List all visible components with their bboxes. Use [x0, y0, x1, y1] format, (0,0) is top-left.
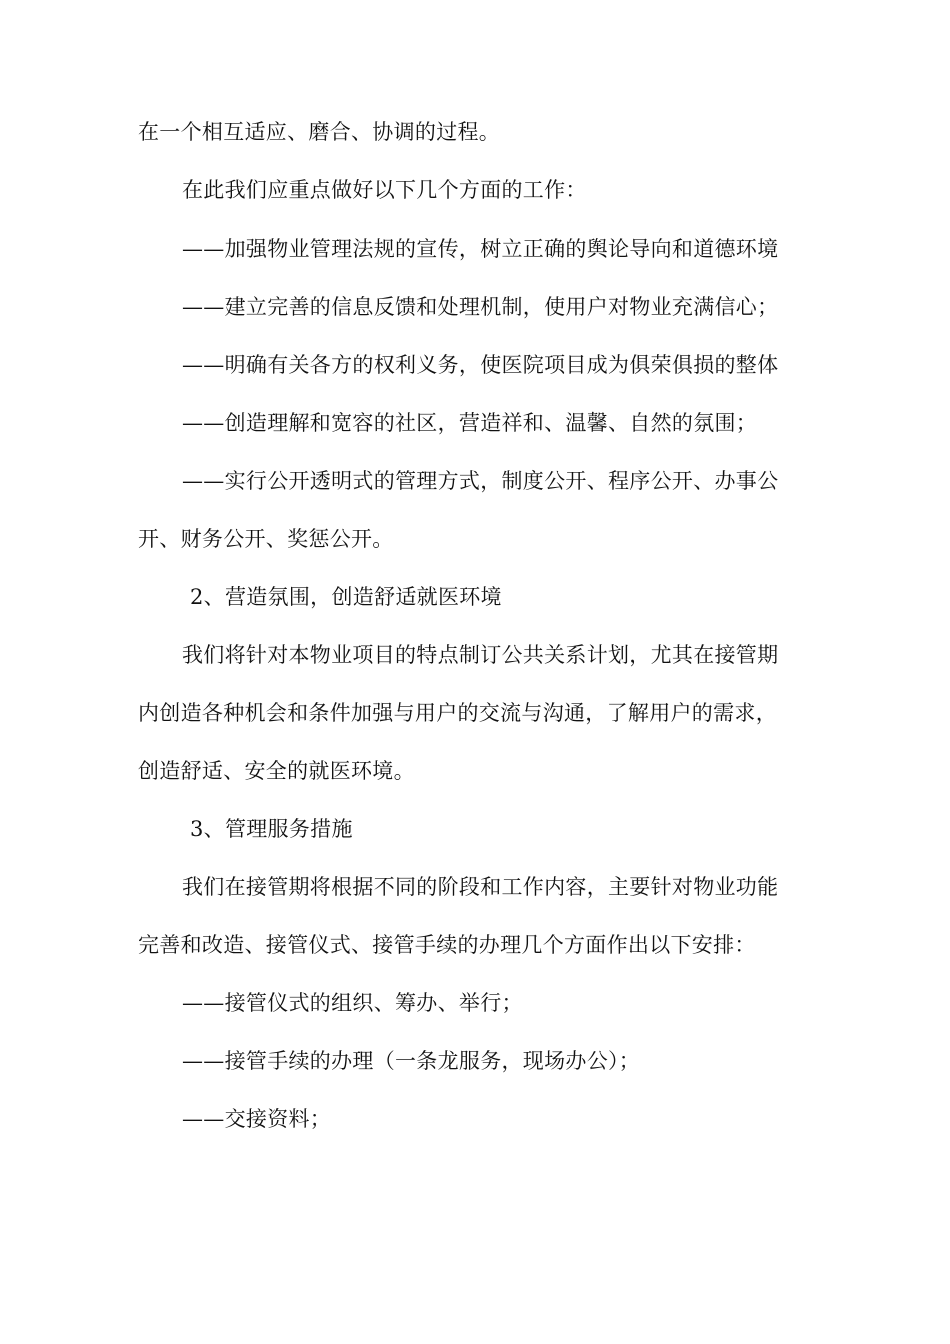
list-item: ——建立完善的信息反馈和处理机制，使用户对物业充满信心； [182, 295, 779, 319]
paragraph-line: 我们在接管期将根据不同的阶段和工作内容，主要针对物业功能 [182, 875, 779, 899]
section-heading: 3、管理服务措施 [190, 817, 353, 841]
list-item: ——交接资料； [182, 1107, 332, 1131]
list-item: ——实行公开透明式的管理方式，制度公开、程序公开、办事公 [182, 469, 779, 493]
list-item: ——明确有关各方的权利义务，使医院项目成为俱荣俱损的整体 [182, 353, 779, 377]
paragraph-line: 在此我们应重点做好以下几个方面的工作： [182, 178, 587, 202]
paragraph-line: 开、财务公开、奖惩公开。 [138, 527, 394, 551]
list-item: ——接管手续的办理（一条龙服务，现场办公）； [182, 1049, 641, 1073]
paragraph-line: 在一个相互适应、磨合、协调的过程。 [138, 120, 501, 144]
list-item: ——接管仪式的组织、筹办、举行； [182, 991, 523, 1015]
paragraph-line: 完善和改造、接管仪式、接管手续的办理几个方面作出以下安排： [138, 933, 756, 957]
list-item: ——创造理解和宽容的社区，营造祥和、温馨、自然的氛围； [182, 411, 758, 435]
paragraph-line: 创造舒适、安全的就医环境。 [138, 759, 415, 783]
paragraph-line: 内创造各种机会和条件加强与用户的交流与沟通，了解用户的需求， [138, 701, 777, 725]
section-heading: 2、营造氛围，创造舒适就医环境 [190, 585, 502, 609]
paragraph-line: 我们将针对本物业项目的特点制订公共关系计划，尤其在接管期 [182, 643, 779, 667]
list-item: ——加强物业管理法规的宣传，树立正确的舆论导向和道德环境 [182, 237, 779, 261]
